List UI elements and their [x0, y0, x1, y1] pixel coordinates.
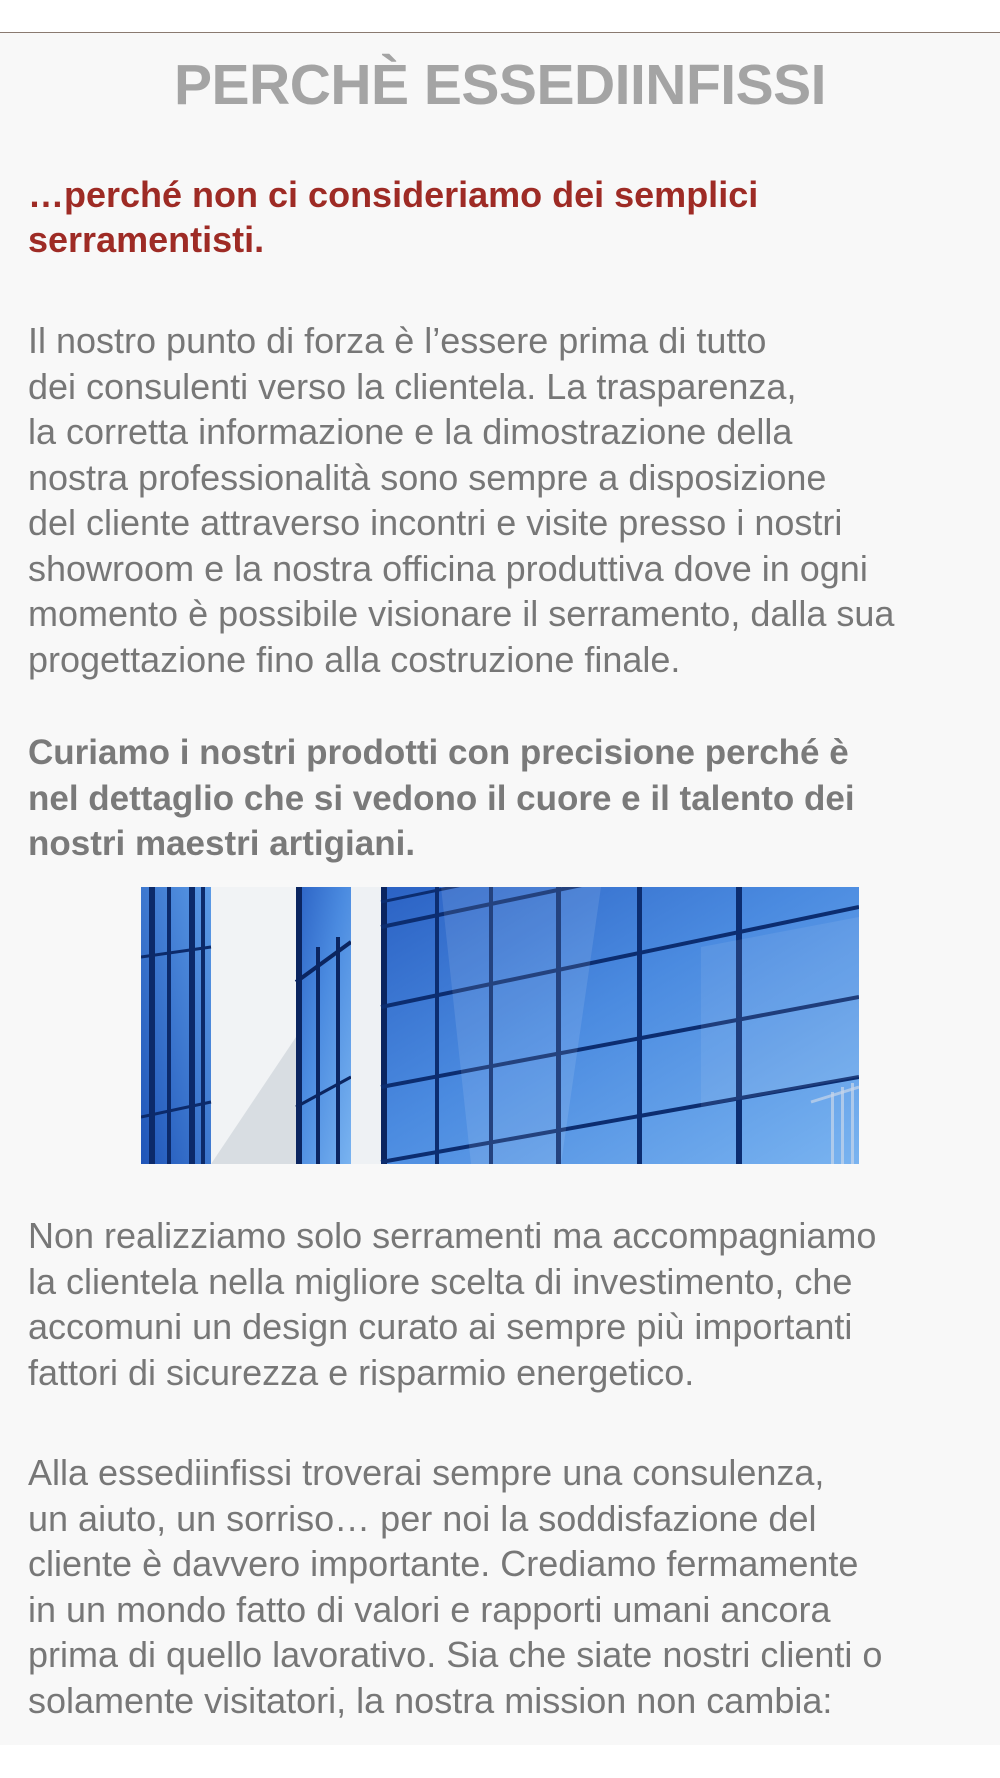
services-line: fattori di sicurezza e risparmio energetico. [28, 1351, 695, 1393]
mission-line: prima di quello lavorativo. Sia che siate nostri clienti o [28, 1634, 883, 1675]
top-bar [0, 0, 1000, 32]
highlight-line: Curiamo i nostri prodotti con precisione perché è [28, 733, 849, 772]
mission-line: un aiuto, un sorriso… per noi la soddisfazione del [28, 1497, 817, 1539]
intro-line: nostra professionalità sono sempre a disposizione [28, 456, 827, 498]
section-subtitle [28, 172, 828, 262]
services-paragraph [28, 1213, 988, 1395]
mission-line: cliente è davvero importante. Crediamo fermamente [28, 1543, 859, 1584]
subtitle-line: serramentisti. [28, 219, 265, 260]
intro-line: Il nostro punto di forza è l’essere prima di tutto [28, 320, 767, 361]
services-line: Non realizziamo solo serramenti ma accompagniamo [28, 1215, 877, 1256]
mission-paragraph [28, 1450, 988, 1723]
glass-facade-image [141, 887, 859, 1164]
subtitle-line: …perché non ci consideriamo dei semplici [28, 174, 759, 215]
intro-line: progettazione fino alla costruzione finale. [28, 638, 681, 680]
highlight-paragraph [28, 730, 928, 867]
highlight-line: nel dettaglio che si vedono il cuore e il talento dei [28, 778, 855, 818]
mission-line: Alla essediinfissi troverai sempre una consulenza, [28, 1452, 825, 1493]
mission-line: solamente visitatori, la nostra mission non cambia: [28, 1679, 833, 1721]
page-title: PERCHÈ ESSEDIINFISSI [174, 53, 826, 117]
bottom-strip [0, 1745, 1000, 1778]
intro-line: showroom e la nostra officina produttiva dove in ogni [28, 547, 868, 589]
intro-paragraph [28, 318, 988, 682]
intro-line: momento è possibile visionare il serramento, dalla sua [28, 593, 895, 634]
intro-line: dei consulenti verso la clientela. La trasparenza, [28, 365, 797, 407]
intro-line: la corretta informazione e la dimostrazione della [28, 411, 793, 452]
services-line: accomuni un design curato ai sempre più importanti [28, 1306, 853, 1347]
intro-line: del cliente attraverso incontri e visite presso i nostri [28, 502, 843, 543]
highlight-line: nostri maestri artigiani. [28, 824, 416, 863]
mission-line: in un mondo fatto di valori e rapporti umani ancora [28, 1588, 831, 1630]
services-line: la clientela nella migliore scelta di investimento, che [28, 1260, 853, 1302]
